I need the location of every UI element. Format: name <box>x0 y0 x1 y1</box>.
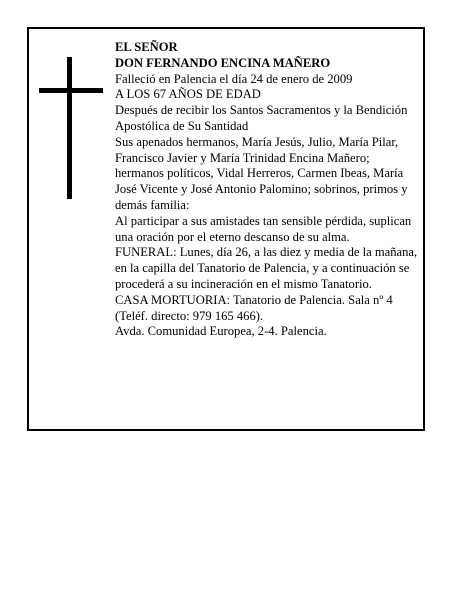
obituary-text <box>115 40 421 340</box>
funeral-details: FUNERAL: Lunes, día 26, a las diez y media de la mañana, en la capilla del Tanatorio de Palencia, y a continuación se procederá a su incineración en el mismo Tanatorio. <box>115 245 418 291</box>
cross-horizontal-bar <box>39 88 103 93</box>
death-statement: Falleció en Palencia el día 24 de enero de 2009 <box>115 71 353 86</box>
sacraments-statement: Después de recibir los Santos Sacramentos y la Bendición Apostólica de Su Santidad <box>115 103 408 133</box>
cross-vertical-bar <box>67 57 72 199</box>
prayer-request: Al participar a sus amistades tan sensible pérdida, suplican una oración por el eterno descanso de su alma. <box>115 213 412 244</box>
obituary-notice <box>27 27 425 431</box>
family-list: Sus apenados hermanos, María Jesús, Julio, María Pilar, Francisco Javier y María Trinidad Encina Mañero; hermanos políticos, Vidal Herreros, Carmen Ibeas, María José Vicente y José Antonio Palomino; sobrinos, primos y demás familia: <box>115 134 408 212</box>
mortuary-address: Avda. Comunidad Europea, 2-4. Palencia. <box>115 324 327 339</box>
age-at-death: A LOS 67 AÑOS DE EDAD <box>115 87 261 102</box>
deceased-title: EL SEÑOR <box>115 40 178 54</box>
deceased-name: DON FERNANDO ENCINA MAÑERO <box>115 55 331 70</box>
cross-icon <box>39 57 103 199</box>
mortuary-details: CASA MORTUORIA: Tanatorio de Palencia. Sala nº 4 (Teléf. directo: 979 165 466). <box>115 292 393 323</box>
